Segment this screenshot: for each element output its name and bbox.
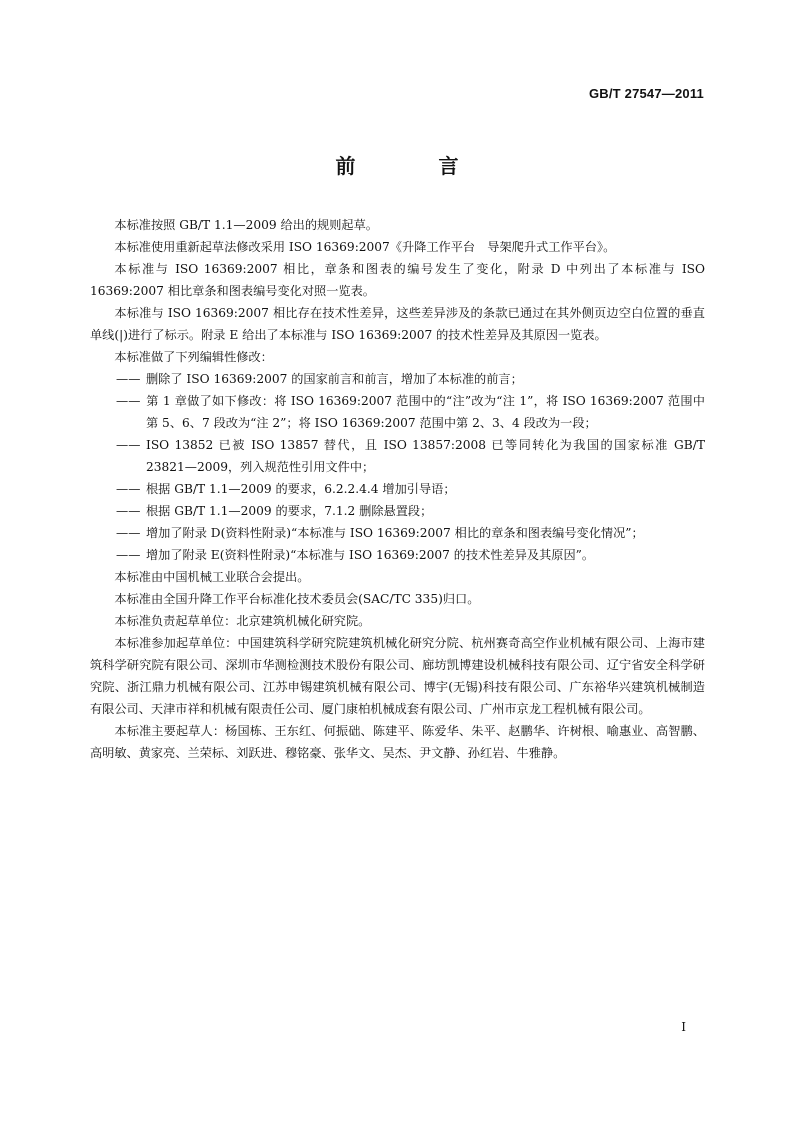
list-item-text: ISO 13852 已被 ISO 13857 替代，且 ISO 13857:2008 已等同转化为我国的国家标准 GB/T 23821—2009，列入规范性引用文件中； — [146, 438, 705, 474]
standard-code-header: GB/T 27547—2011 — [588, 86, 704, 101]
paragraph-committee: 本标准由全国升降工作平台标准化技术委员会(SAC/TC 335)归口。 — [114, 592, 480, 606]
list-item-text: 根据 GB/T 1.1—2009 的要求，6.2.2.4.4 增加引导语； — [146, 482, 456, 496]
list-item-text: 增加了附录 E(资料性附录)“本标准与 ISO 16369:2007 的技术性差异及其原因”。 — [146, 548, 595, 562]
dash-mark: —— — [116, 504, 141, 518]
dash-mark: —— — [116, 548, 141, 562]
paragraph-numbering-changes: 本标准与 ISO 16369:2007 相比，章条和图表的编号发生了变化，附录 D 中列出了本标准与 ISO 16369:2007 相比章条和图表编号变化对照一览表。 — [90, 262, 705, 298]
list-item — [90, 544, 705, 566]
paragraph-drafting-rules: 本标准按照 GB/T 1.1—2009 给出的规则起草。 — [114, 218, 378, 232]
dash-mark: —— — [116, 394, 141, 408]
list-item-text: 删除了 ISO 16369:2007 的国家前言和前言，增加了本标准的前言； — [146, 372, 523, 386]
paragraph-technical-differences: 本标准与 ISO 16369:2007 相比存在技术性差异，这些差异涉及的条款已通过在其外侧页边空白位置的垂直单线(|)进行了标示。附录 E 给出了本标准与 ISO 16369:2007 的技术性差异及其原因一览表。 — [90, 306, 705, 342]
dash-mark: —— — [116, 526, 141, 540]
page-number: I — [681, 1020, 686, 1034]
list-item — [90, 390, 705, 434]
paragraph-proposer: 本标准由中国机械工业联合会提出。 — [114, 570, 310, 584]
paragraph-editorial-intro: 本标准做了下列编辑性修改： — [114, 350, 273, 364]
dash-mark: —— — [116, 372, 141, 386]
list-item — [90, 500, 705, 522]
foreword-body — [90, 214, 705, 764]
list-item — [90, 368, 705, 390]
paragraph-lead-drafter: 本标准负责起草单位：北京建筑机械化研究院。 — [114, 614, 371, 628]
list-item — [90, 522, 705, 544]
dash-mark: —— — [116, 438, 141, 452]
paragraph-adoption-method: 本标准使用重新起草法修改采用 ISO 16369:2007《升降工作平台 导架爬升式工作平台》。 — [114, 240, 616, 254]
paragraph-main-drafters: 本标准主要起草人：杨国栋、王东红、何振础、陈建平、陈爱华、朱平、赵鹏华、许树根、喻惠业、高智鹏、高明敏、黄家亮、兰荣标、刘跃进、穆铭豪、张华文、吴杰、尹文静、孙红岩、牛雅静。 — [90, 724, 705, 760]
page-title: 前 言 — [335, 154, 497, 178]
list-item — [90, 434, 705, 478]
list-item-text: 根据 GB/T 1.1—2009 的要求，7.1.2 删除悬置段； — [146, 504, 433, 518]
list-item-text: 增加了附录 D(资料性附录)“本标准与 ISO 16369:2007 相比的章条和图表编号变化情况”； — [146, 526, 644, 540]
list-item — [90, 478, 705, 500]
dash-mark: —— — [116, 482, 141, 496]
list-item-text: 第 1 章做了如下修改：将 ISO 16369:2007 范围中的“注”改为“注 1”，将 ISO 16369:2007 范围中第 5、6、7 段改为“注 2”；将 ISO 16369:2007 范围中第 2、3、4 段改为一段； — [146, 394, 705, 430]
paragraph-participating-drafters: 本标准参加起草单位：中国建筑科学研究院建筑机械化研究分院、杭州赛奇高空作业机械有限公司、上海市建筑科学研究院有限公司、深圳市华测检测技术股份有限公司、廊坊凯博建设机械科技有限公司、辽宁省安全科学研究院、浙江鼎力机械有限公司、江苏申锡建筑机械有限公司、博宇(无锡)科技有限公司、广东裕华兴建筑机械制造有限公司、天津市祥和机械有限责任公司、厦门康柏机械成套有限公司、广州市京龙工程机械有限公司。 — [90, 636, 705, 716]
